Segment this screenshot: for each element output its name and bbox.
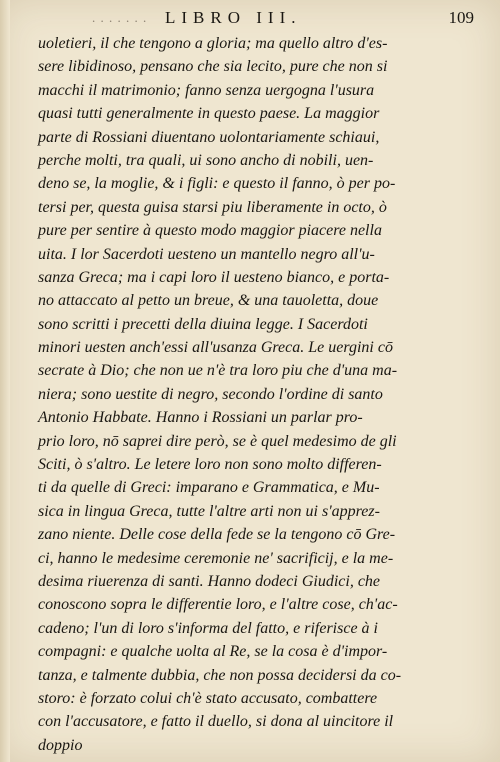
- text-line: Antonio Habbate. Hanno i Rossiani un parlar pro-: [38, 409, 363, 427]
- text-line: cadeno; l'un di loro s'informa del fatto, e riferisce à i: [38, 619, 378, 637]
- text-line: sere libidinoso, pensano che sia lecito, pure che non si: [38, 58, 388, 76]
- text-line: quasi tutti generalmente in questo paese. La maggior: [38, 105, 380, 123]
- text-line: macchi il matrimonio; fanno senza uergogna l'usura: [38, 81, 375, 99]
- text-line: pure per sentire à questo modo maggior piacere nella: [38, 222, 382, 240]
- text-line: sanza Greca; ma i capi loro il uesteno bianco, e porta-: [38, 268, 390, 286]
- text-line: deno se, la moglie, & i figli: e questo il fanno, ò per po-: [38, 175, 396, 193]
- text-line: tersi per, questa guisa starsi piu liberamente in octo, ò: [38, 198, 387, 216]
- text-line: compagni: e qualche uolta al Re, se la cosa è d'impor-: [38, 643, 388, 661]
- running-head: [0, 6, 500, 32]
- text-line: sica in lingua Greca, tutte l'altre arti non ui s'apprez-: [38, 502, 380, 520]
- body-text: [38, 32, 478, 757]
- text-line: tanza, e talmente dubbia, che non possa decidersi da co-: [38, 666, 402, 684]
- text-line: ti da quelle di Greci: imparano e Grammatica, e Mu-: [38, 479, 380, 497]
- running-head-title: LIBRO III.: [165, 8, 302, 27]
- text-line: zano niente. Delle cose della fede se la tengono cō Gre-: [38, 526, 396, 544]
- text-line: ci, hanno le medesime ceremonie ne' sacrificij, e la me-: [38, 549, 394, 567]
- page-number: 109: [448, 8, 474, 27]
- text-line: no attaccato al petto un breue, & una tauoletta, doue: [38, 292, 379, 310]
- text-line: minori uesten anch'essi all'usanza Greca. Le uergini cō: [38, 339, 393, 357]
- text-line: Sciti, ò s'altro. Le letere loro non sono molto differen-: [38, 456, 382, 474]
- text-line: desima riuerenza di santi. Hanno dodeci Giudici, che: [38, 572, 381, 590]
- text-line: uoletieri, il che tengono a gloria; ma quello altro d'es-: [38, 35, 388, 52]
- text-line: sono scritti i precetti della diuina legge. I Sacerdoti: [38, 315, 368, 333]
- text-line: storo: è forzato colui ch'è stato accusato, combattere: [38, 689, 378, 707]
- running-head-dots: . . . . . . .: [92, 10, 148, 25]
- page-gutter-shadow: [0, 0, 10, 762]
- text-line: secrate à Dio; che non ue n'è tra loro piu che d'una ma-: [38, 362, 398, 380]
- text-line: doppio: [38, 736, 83, 754]
- text-line: prio loro, nō saprei dire però, se è quel medesimo de gli: [38, 432, 397, 450]
- text-line: niera; sono uestite di negro, secondo l'ordine di santo: [38, 385, 383, 403]
- text-line: conoscono sopra le differentie loro, e l'altre cose, ch'ac-: [38, 596, 398, 614]
- text-line: perche molti, tra quali, ui sono ancho di nobili, uen-: [38, 151, 374, 169]
- text-line: parte di Rossiani diuentano uolontariamente schiaui,: [38, 128, 380, 146]
- text-line: con l'accusatore, e fatto il duello, si dona al uincitore il: [38, 713, 394, 731]
- text-line: uita. I lor Sacerdoti uesteno un mantello negro all'u-: [38, 245, 375, 263]
